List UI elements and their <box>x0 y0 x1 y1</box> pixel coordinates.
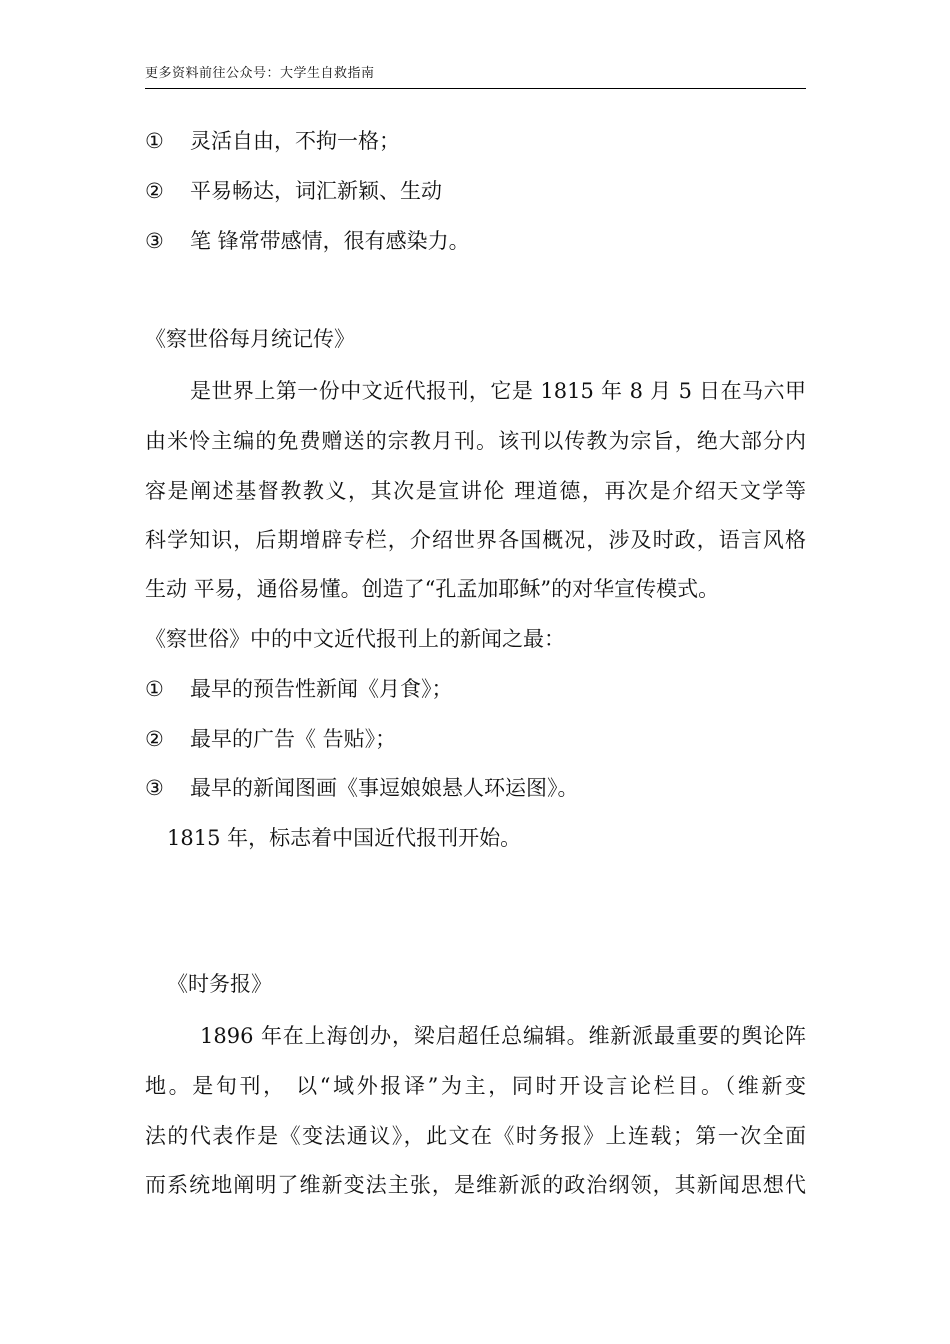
conclusion-line: 1815 年，标志着中国近代报刊开始。 <box>167 826 522 850</box>
firsts-intro: 《察世俗》中的中文近代报刊上的新闻之最： <box>145 627 565 651</box>
list-item-number: ③ <box>145 229 164 253</box>
paragraph-line: 是世界上第一份中文近代报刊，它是 1815 年 8 月 5 日在马六甲 <box>190 379 806 403</box>
paragraph-line: 由米怜主编的免费赠送的宗教月刊。该刊以传教为宗旨，绝大部分内 <box>145 429 806 453</box>
list-item-text: 平易畅达，词汇新颖、生动 <box>190 179 442 203</box>
section-title: 《察世俗每月统记传》 <box>145 327 355 351</box>
list-item-text: 灵活自由，不拘一格； <box>190 129 400 153</box>
paragraph-line: 生动 平易，通俗易懂。创造了“孔孟加耶稣”的对华宣传模式。 <box>145 577 720 601</box>
header-text: 更多资料前往公众号：大学生自救指南 <box>145 66 375 81</box>
paragraph-line: 法的代表作是《变法通议》，此文在《时务报》上连载；第一次全面 <box>145 1124 806 1148</box>
list-item-text: 最早的广告《 告贴》； <box>190 727 397 751</box>
paragraph-line: 容是阐述基督教教义，其次是宣讲伦 理道德，再次是介绍天文学等 <box>145 479 806 503</box>
list-item-number: ① <box>145 677 164 701</box>
list-item-number: ③ <box>145 776 164 800</box>
list-item-number: ② <box>145 179 164 203</box>
list-item-number: ② <box>145 727 164 751</box>
list-item-number: ① <box>145 129 164 153</box>
list-item-text: 最早的预告性新闻《月食》； <box>190 677 453 701</box>
paragraph-line: 而系统地阐明了维新变法主张，是维新派的政治纲领，其新闻思想代 <box>145 1173 806 1197</box>
section-title: 《时务报》 <box>167 972 272 996</box>
paragraph-line: 科学知识，后期增辟专栏，介绍世界各国概况，涉及时政，语言风格 <box>145 528 806 552</box>
paragraph-line: 地。是旬刊， 以“域外报译”为主，同时开设言论栏目。（维新变 <box>145 1074 806 1098</box>
list-item-text: 笔 锋常带感情，很有感染力。 <box>190 229 470 253</box>
list-item-text: 最早的新闻图画《事逗娘娘悬人环运图》。 <box>190 776 579 800</box>
header-divider <box>145 88 806 89</box>
paragraph-line: 1896 年在上海创办，梁启超任总编辑。维新派最重要的舆论阵 <box>200 1024 806 1048</box>
